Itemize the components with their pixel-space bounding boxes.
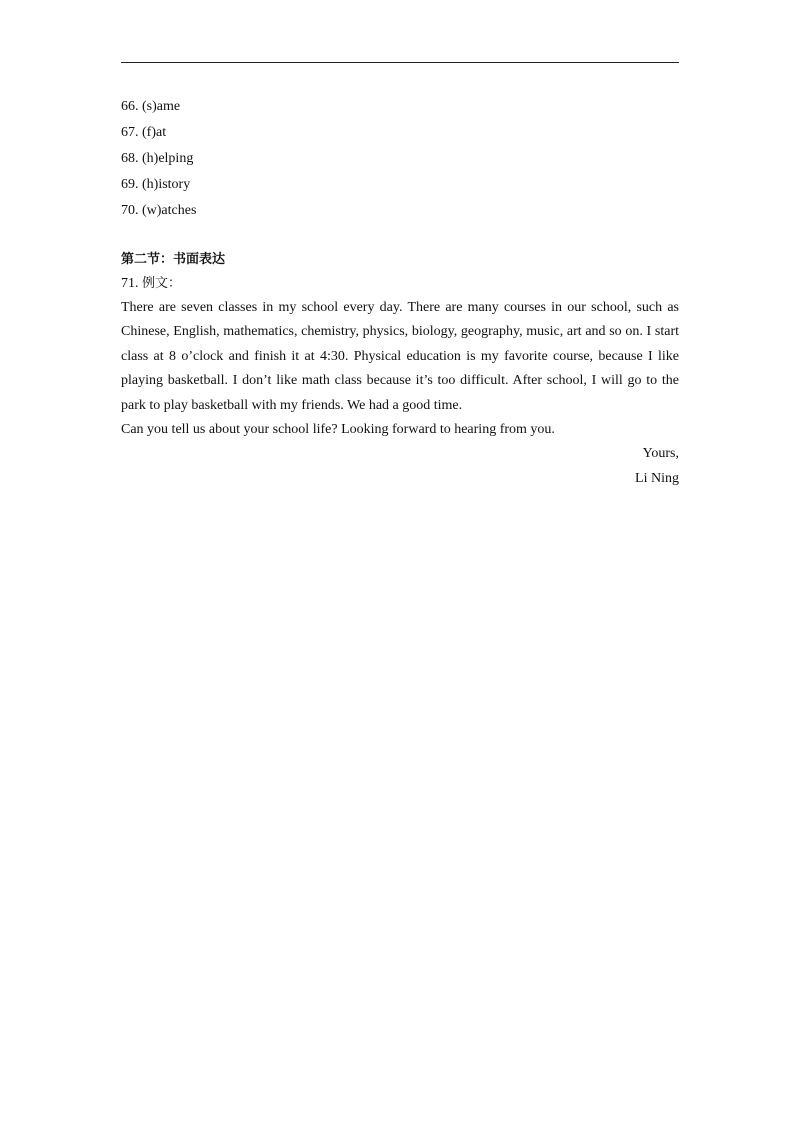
section-heading: 第二节：书面表达 [121,252,226,267]
letter-closing: Yours, [642,446,679,462]
answer-number: 70. [121,203,139,218]
sample-label-text: 例文： [142,276,182,291]
answer-item-69 [121,172,679,198]
sample-essay-label [121,272,679,296]
answer-item-66 [121,94,679,120]
answer-number: 67. [121,125,139,140]
answer-text: (w)atches [142,203,197,218]
answer-number: 68. [121,151,139,166]
letter-signature: Li Ning [635,470,679,486]
question-number: 71. [121,276,139,291]
answer-item-68 [121,146,679,172]
page-content [121,94,679,491]
answer-number: 66. [121,99,139,114]
essay-paragraph-2: Can you tell us about your school life? Looking forward to hearing from you. [121,422,555,438]
answer-number: 69. [121,177,139,192]
answer-text: (h)elping [142,151,194,166]
answer-text: (f)at [142,125,167,140]
answer-item-67 [121,120,679,146]
answer-text: (s)ame [142,99,181,114]
essay-paragraph-1: There are seven classes in my school every day. There are many courses in our school, such as Chinese, English, mathematics, chemistry, physics, biology, geography, music, art and so on. I start class at 8 o’clock and finish it at 4:30. Physical education is my favorite course, because I like playing basketball. I don’t like math class because it’s too difficult. After school, I will go to the park to play basketball with my friends. We had a good time. [121,300,679,413]
answer-item-70 [121,198,679,224]
answer-text: (h)istory [142,177,191,192]
header-rule [121,62,679,63]
answer-list [121,94,679,224]
